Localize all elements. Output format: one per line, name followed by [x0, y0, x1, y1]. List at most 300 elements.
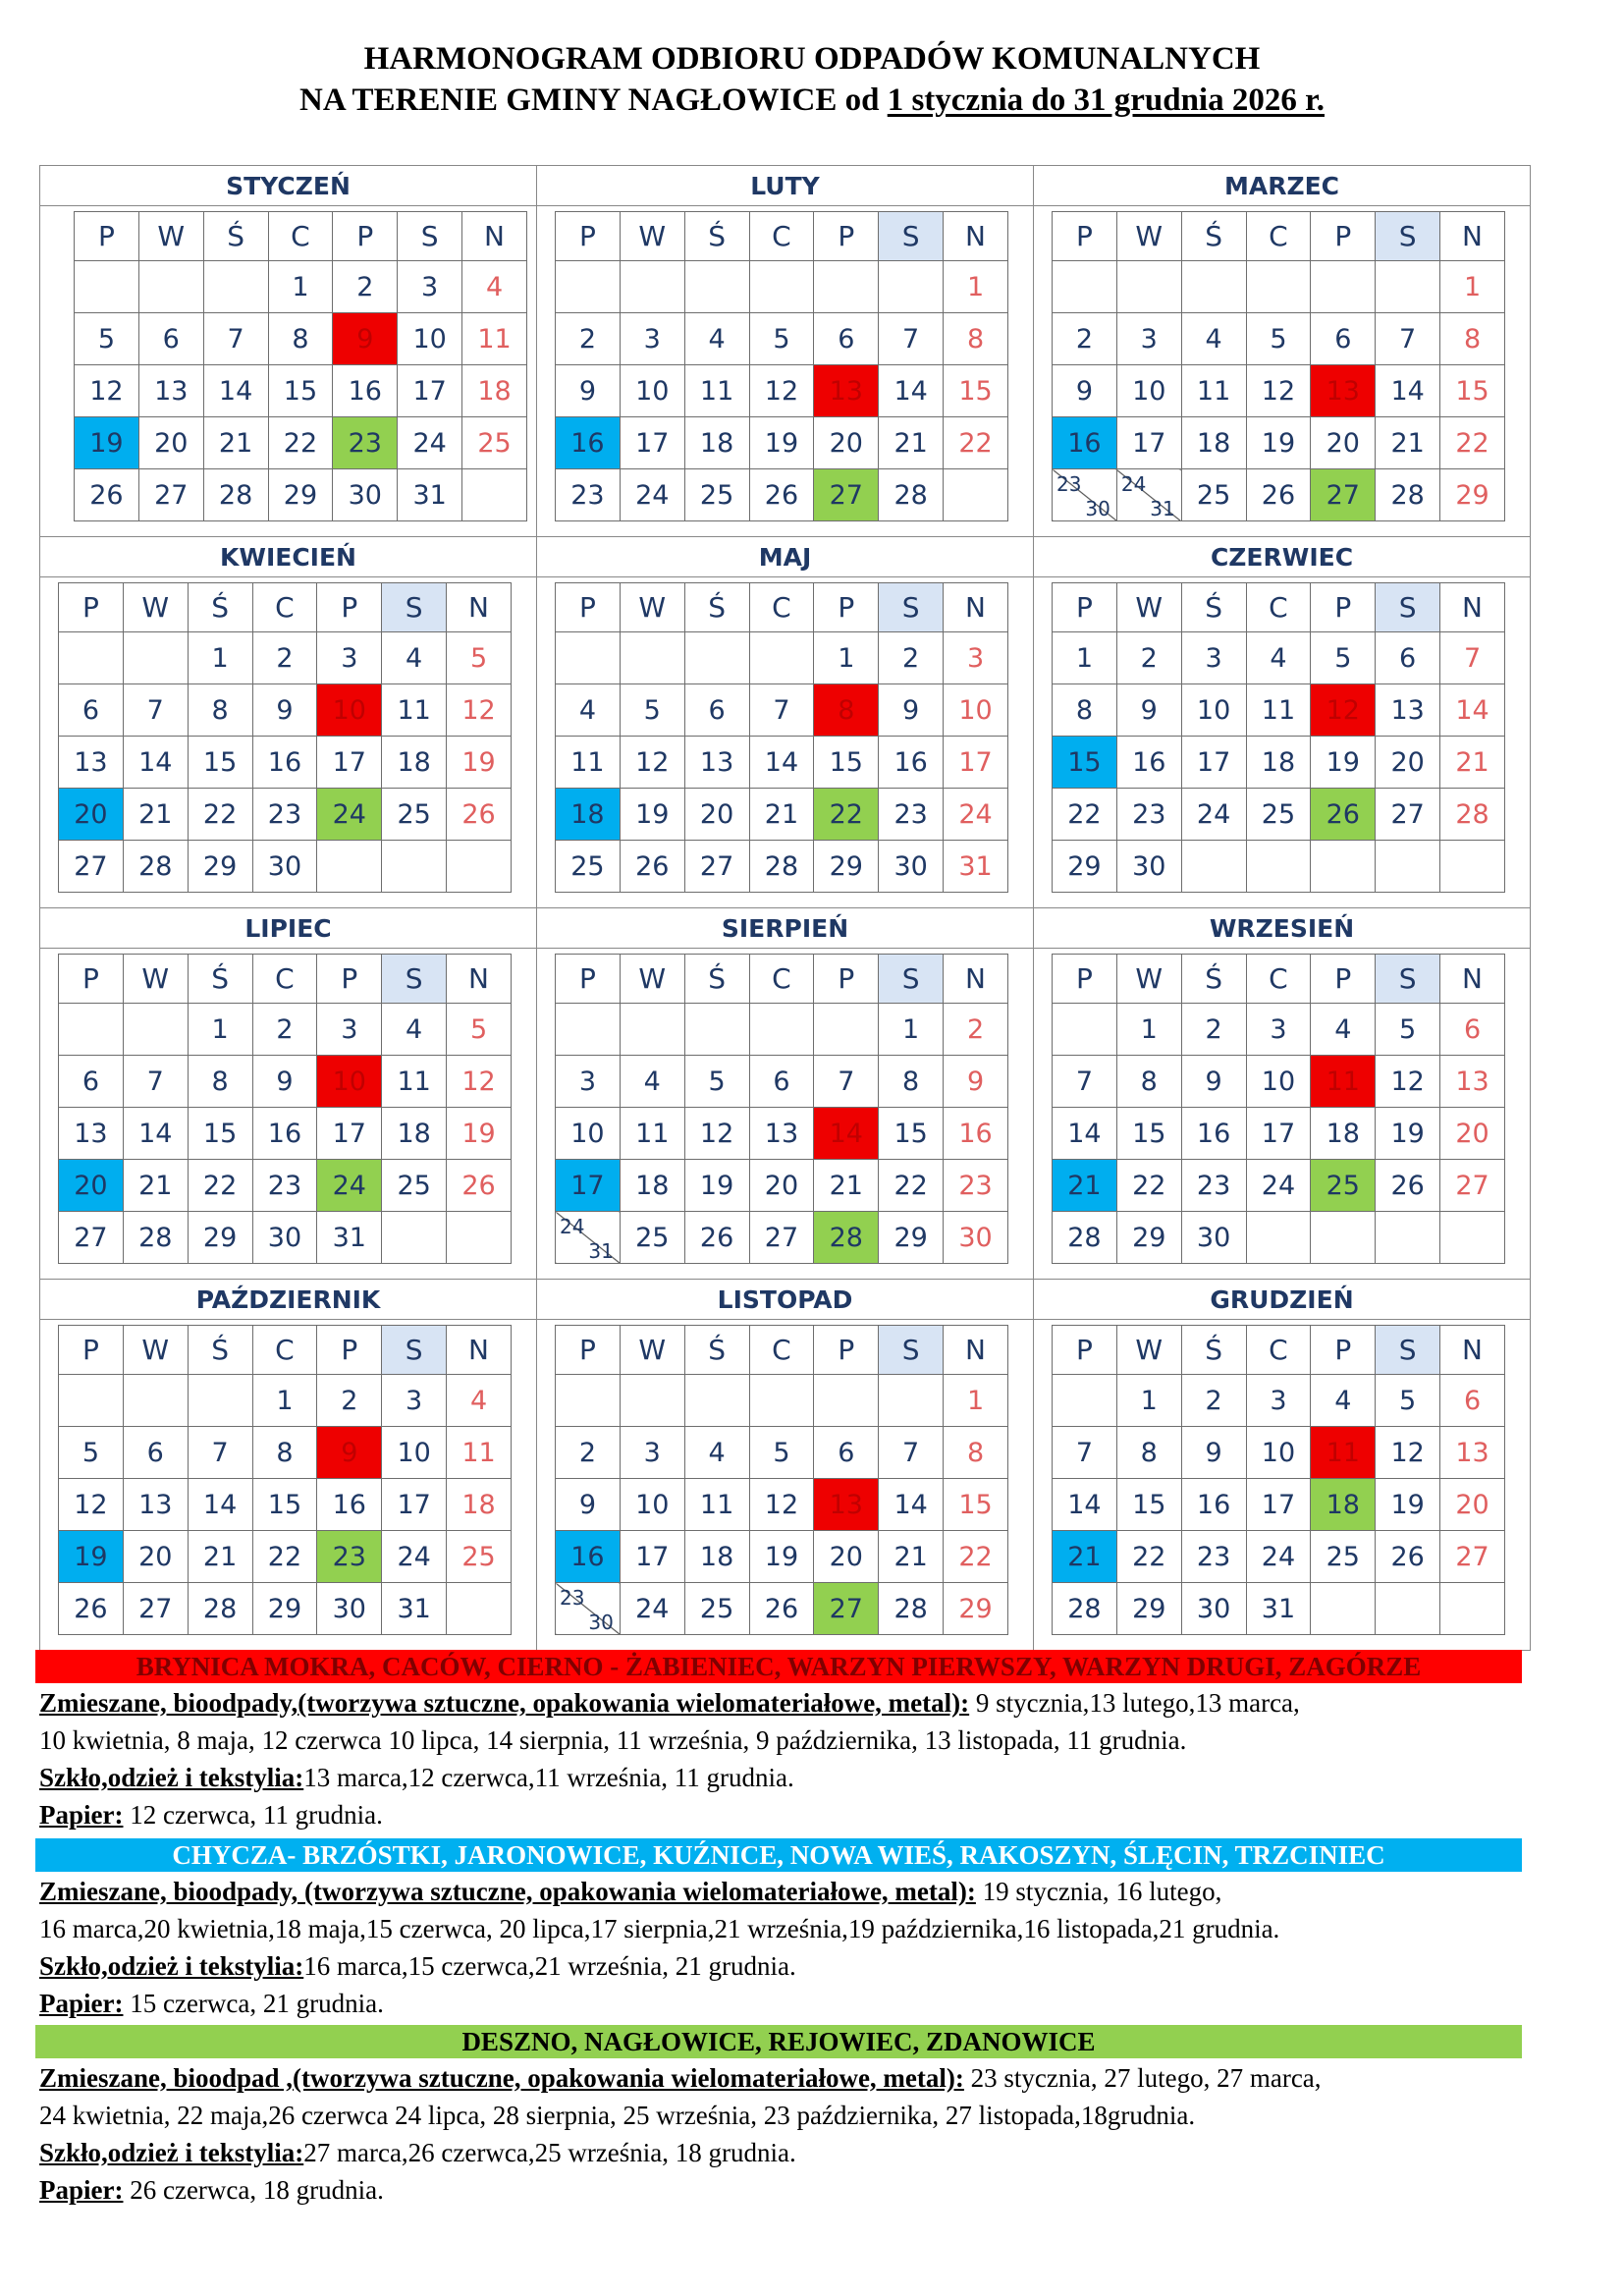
- day-cell: 4: [462, 261, 527, 313]
- zone-1-band: BRYNICA MOKRA, CACÓW, CIERNO - ŻABIENIEC, WARZYN PIERWSZY, WARZYN DRUGI, ZAGÓRZE: [35, 1650, 1522, 1683]
- day-cell: 29: [814, 841, 879, 893]
- week-row: [59, 1160, 512, 1212]
- week-row: [75, 261, 527, 313]
- day-cell: 7: [203, 313, 268, 365]
- day-cell: 25: [382, 789, 447, 841]
- day-cell: 9: [879, 684, 944, 737]
- day-cell: 8: [1440, 313, 1505, 365]
- weekday-header-row: [1053, 955, 1505, 1004]
- month-days-table: [1052, 954, 1505, 1264]
- day-cell: 29: [879, 1212, 944, 1264]
- month-name: CZERWIEC: [1034, 537, 1530, 577]
- empty-day-cell: [1376, 841, 1440, 893]
- collection-day-green: 28: [814, 1212, 879, 1264]
- day-cell: 24: [620, 469, 684, 521]
- day-cell: 27: [1440, 1531, 1505, 1583]
- week-row: [59, 841, 512, 893]
- day-cell: 4: [620, 1056, 684, 1108]
- day-cell: 11: [684, 1479, 749, 1531]
- day-cell: 13: [59, 1108, 124, 1160]
- day-cell: 5: [447, 1004, 512, 1056]
- day-cell: 12: [1246, 365, 1311, 417]
- empty-day-cell: [59, 632, 124, 684]
- weekday-header: S: [1376, 1326, 1440, 1375]
- weekday-header: W: [138, 212, 203, 261]
- collection-day-green: 24: [317, 1160, 382, 1212]
- weekday-header: P: [1311, 955, 1376, 1004]
- day-cell: 12: [749, 1479, 814, 1531]
- day-cell: 16: [1181, 1108, 1246, 1160]
- collection-day-red: 10: [317, 684, 382, 737]
- weekday-header: W: [620, 212, 684, 261]
- zone-2-mixed-dates-1: 19 stycznia, 16 lutego,: [975, 1877, 1222, 1906]
- day-cell: 30: [317, 1583, 382, 1635]
- weekday-header: C: [252, 583, 317, 632]
- weekday-header: Ś: [1181, 583, 1246, 632]
- empty-day-cell: [814, 1004, 879, 1056]
- day-cell: 20: [1311, 417, 1376, 469]
- day-cell: 15: [879, 1108, 944, 1160]
- weekday-header: Ś: [188, 955, 252, 1004]
- zone-2-mixed-line-1: [39, 1876, 1221, 1907]
- day-cell: 23: [944, 1160, 1008, 1212]
- empty-day-cell: [749, 632, 814, 684]
- day-cell: 14: [203, 365, 268, 417]
- weekday-header: C: [749, 583, 814, 632]
- zone-1-mixed-line-2: 10 kwietnia, 8 maja, 12 czerwca 10 lipca, 14 sierpnia, 11 września, 9 października, 13 listopada, 11 grudnia.: [39, 1725, 1187, 1755]
- day-cell: 18: [1246, 737, 1311, 789]
- day-cell: 15: [944, 1479, 1008, 1531]
- empty-day-cell: [382, 1212, 447, 1264]
- week-row: [59, 684, 512, 737]
- collection-day-red: 13: [814, 1479, 879, 1531]
- day-cell: 3: [620, 313, 684, 365]
- empty-day-cell: [620, 632, 684, 684]
- empty-day-cell: [684, 632, 749, 684]
- day-cell: 1: [944, 261, 1008, 313]
- month-days-table: [555, 1325, 1008, 1635]
- week-row: [59, 1583, 512, 1635]
- document-title-line2: [0, 81, 1624, 120]
- day-cell: 11: [620, 1108, 684, 1160]
- day-cell: 31: [317, 1212, 382, 1264]
- day-cell: 17: [1116, 417, 1181, 469]
- day-cell: 25: [382, 1160, 447, 1212]
- weekday-header: P: [556, 212, 621, 261]
- day-cell: [1116, 469, 1181, 521]
- week-row: [75, 417, 527, 469]
- empty-day-cell: [1376, 1212, 1440, 1264]
- collection-day-red: 9: [333, 313, 398, 365]
- month-7: [39, 907, 537, 1280]
- zone-1-mixed-line-1: [39, 1687, 1300, 1719]
- day-cell: 21: [879, 1531, 944, 1583]
- day-cell: 29: [1116, 1583, 1181, 1635]
- weekday-header: P: [814, 955, 879, 1004]
- day-cell: 22: [879, 1160, 944, 1212]
- week-row: [59, 737, 512, 789]
- day-cell: 13: [123, 1479, 188, 1531]
- collection-day-green: 26: [1311, 789, 1376, 841]
- weekday-header: P: [814, 1326, 879, 1375]
- zone-3-glass-line: [39, 2137, 796, 2168]
- week-row: [556, 1056, 1008, 1108]
- weekday-header: P: [317, 583, 382, 632]
- day-cell: 15: [814, 737, 879, 789]
- day-cell: 26: [749, 469, 814, 521]
- day-cell: 14: [188, 1479, 252, 1531]
- weekday-header: S: [1376, 212, 1440, 261]
- day-cell: 2: [556, 1427, 621, 1479]
- day-cell: 10: [620, 1479, 684, 1531]
- week-row: [556, 1479, 1008, 1531]
- collection-day-red: 12: [1311, 684, 1376, 737]
- weekday-header: N: [462, 212, 527, 261]
- weekday-header: W: [1116, 1326, 1181, 1375]
- day-cell: 31: [1246, 1583, 1311, 1635]
- collection-day-red: 13: [1311, 365, 1376, 417]
- day-cell: 6: [684, 684, 749, 737]
- empty-day-cell: [123, 1004, 188, 1056]
- weekday-header: C: [252, 955, 317, 1004]
- day-cell: 9: [556, 1479, 621, 1531]
- collection-day-blue: 21: [1053, 1160, 1117, 1212]
- week-row: [1053, 1375, 1505, 1427]
- empty-day-cell: [1116, 261, 1181, 313]
- day-cell: 6: [1376, 632, 1440, 684]
- day-cell: 7: [749, 684, 814, 737]
- day-cell: 2: [1181, 1375, 1246, 1427]
- collection-day-red: 8: [814, 684, 879, 737]
- split-day-second: 31: [588, 1239, 614, 1263]
- weekday-header: P: [814, 583, 879, 632]
- collection-day-blue: 17: [556, 1160, 621, 1212]
- day-cell: 28: [123, 1212, 188, 1264]
- week-row: [1053, 1212, 1505, 1264]
- weekday-header: W: [1116, 212, 1181, 261]
- day-cell: 24: [382, 1531, 447, 1583]
- weekday-header: N: [1440, 1326, 1505, 1375]
- week-row: [1053, 1531, 1505, 1583]
- day-cell: 17: [1246, 1108, 1311, 1160]
- month-days-table: [58, 1325, 512, 1635]
- day-cell: 2: [252, 1004, 317, 1056]
- empty-day-cell: [188, 1375, 252, 1427]
- day-cell: 1: [1116, 1004, 1181, 1056]
- collection-day-blue: 15: [1053, 737, 1117, 789]
- weekday-header: N: [944, 212, 1008, 261]
- weekday-header: W: [123, 955, 188, 1004]
- weekday-header-row: [556, 955, 1008, 1004]
- day-cell: 25: [620, 1212, 684, 1264]
- week-row: [1053, 365, 1505, 417]
- weekday-header: C: [749, 955, 814, 1004]
- empty-day-cell: [1440, 1583, 1505, 1635]
- day-cell: 14: [1053, 1108, 1117, 1160]
- day-cell: 2: [1116, 632, 1181, 684]
- week-row: [75, 469, 527, 521]
- day-cell: 14: [879, 1479, 944, 1531]
- weekday-header: Ś: [684, 955, 749, 1004]
- month-days-table: [74, 211, 527, 521]
- day-cell: 7: [123, 684, 188, 737]
- empty-day-cell: [138, 261, 203, 313]
- day-cell: 1: [188, 632, 252, 684]
- collection-day-blue: 20: [59, 789, 124, 841]
- day-cell: 7: [123, 1056, 188, 1108]
- day-cell: 21: [1376, 417, 1440, 469]
- title-date-range: 1 stycznia do 31 grudnia 2026 r.: [887, 82, 1325, 118]
- day-cell: 9: [1053, 365, 1117, 417]
- day-cell: 13: [1440, 1056, 1505, 1108]
- week-row: [556, 1531, 1008, 1583]
- week-row: [556, 841, 1008, 893]
- day-cell: 15: [1116, 1479, 1181, 1531]
- weekday-header: P: [75, 212, 139, 261]
- day-cell: 28: [1053, 1212, 1117, 1264]
- collection-day-green: 27: [814, 469, 879, 521]
- collection-day-blue: 16: [1053, 417, 1117, 469]
- day-cell: 20: [1376, 737, 1440, 789]
- day-cell: 22: [1116, 1160, 1181, 1212]
- empty-day-cell: [1053, 261, 1117, 313]
- week-row: [1053, 1056, 1505, 1108]
- day-cell: 19: [1376, 1108, 1440, 1160]
- day-cell: 11: [447, 1427, 512, 1479]
- weekday-header: C: [749, 212, 814, 261]
- week-row: [556, 365, 1008, 417]
- week-row: [556, 1108, 1008, 1160]
- weekday-header: P: [556, 955, 621, 1004]
- day-cell: 17: [317, 1108, 382, 1160]
- day-cell: 5: [75, 313, 139, 365]
- collection-day-blue: 19: [75, 417, 139, 469]
- day-cell: 22: [1116, 1531, 1181, 1583]
- day-cell: 20: [138, 417, 203, 469]
- zone-2-mixed-label: Zmieszane, bioodpady, (tworzywa sztuczne, opakowania wielomateriałowe, metal):: [39, 1877, 976, 1906]
- day-cell: 16: [1181, 1479, 1246, 1531]
- week-row: [1053, 261, 1505, 313]
- day-cell: 4: [1181, 313, 1246, 365]
- week-row: [1053, 313, 1505, 365]
- empty-day-cell: [59, 1004, 124, 1056]
- zone-1-paper-line: [39, 1799, 383, 1831]
- month-name: WRZESIEŃ: [1034, 908, 1530, 949]
- day-cell: 28: [879, 1583, 944, 1635]
- day-cell: 3: [556, 1056, 621, 1108]
- day-cell: 20: [814, 417, 879, 469]
- zone-1-paper-dates: 12 czerwca, 11 grudnia.: [123, 1800, 383, 1830]
- day-cell: 26: [75, 469, 139, 521]
- weekday-header: S: [382, 583, 447, 632]
- zone-3-mixed-line-2: 24 kwietnia, 22 maja,26 czerwca 24 lipca, 28 sierpnia, 25 września, 23 października, 27 listopada,18grudnia.: [39, 2101, 1196, 2130]
- month-days-table: [555, 211, 1008, 521]
- calendar-grid: [39, 165, 1532, 1650]
- day-cell: 17: [317, 737, 382, 789]
- day-cell: 25: [1246, 789, 1311, 841]
- day-cell: 4: [447, 1375, 512, 1427]
- day-cell: 9: [1116, 684, 1181, 737]
- weekday-header: P: [59, 583, 124, 632]
- day-cell: 29: [188, 841, 252, 893]
- day-cell: 2: [1053, 313, 1117, 365]
- day-cell: 22: [944, 1531, 1008, 1583]
- day-cell: 1: [188, 1004, 252, 1056]
- month-8: [536, 907, 1034, 1280]
- empty-day-cell: [556, 1375, 621, 1427]
- month-days-table: [1052, 211, 1505, 521]
- day-cell: 16: [333, 365, 398, 417]
- day-cell: 4: [684, 313, 749, 365]
- weekday-header: S: [382, 955, 447, 1004]
- month-days-table: [555, 954, 1008, 1264]
- empty-day-cell: [1053, 1004, 1117, 1056]
- day-cell: 22: [1053, 789, 1117, 841]
- day-cell: 13: [1440, 1427, 1505, 1479]
- month-12: [1033, 1279, 1531, 1651]
- day-cell: 9: [252, 684, 317, 737]
- day-cell: 10: [398, 313, 462, 365]
- day-cell: 13: [138, 365, 203, 417]
- zone-2-paper-label: Papier:: [39, 1989, 124, 2018]
- empty-day-cell: [879, 1375, 944, 1427]
- day-cell: 8: [1053, 684, 1117, 737]
- day-cell: 30: [1181, 1212, 1246, 1264]
- empty-day-cell: [749, 1004, 814, 1056]
- day-cell: 26: [447, 1160, 512, 1212]
- month-name: SIERPIEŃ: [537, 908, 1033, 949]
- week-row: [59, 632, 512, 684]
- day-cell: 2: [1181, 1004, 1246, 1056]
- month-5: [536, 536, 1034, 908]
- day-cell: 1: [814, 632, 879, 684]
- weekday-header: P: [556, 1326, 621, 1375]
- month-name: MAJ: [537, 537, 1033, 577]
- collection-day-green: 24: [317, 789, 382, 841]
- day-cell: 20: [684, 789, 749, 841]
- empty-day-cell: [1311, 1212, 1376, 1264]
- weekday-header: C: [1246, 212, 1311, 261]
- weekday-header: W: [1116, 583, 1181, 632]
- day-cell: 5: [1311, 632, 1376, 684]
- day-cell: 24: [944, 789, 1008, 841]
- weekday-header: N: [1440, 583, 1505, 632]
- empty-day-cell: [1246, 1212, 1311, 1264]
- weekday-header: P: [1311, 1326, 1376, 1375]
- empty-day-cell: [1311, 841, 1376, 893]
- day-cell: 30: [252, 841, 317, 893]
- weekday-header: Ś: [1181, 955, 1246, 1004]
- weekday-header: P: [556, 583, 621, 632]
- weekday-header: C: [1246, 583, 1311, 632]
- week-row: [59, 1479, 512, 1531]
- weekday-header-row: [1053, 212, 1505, 261]
- day-cell: [1053, 469, 1117, 521]
- week-row: [1053, 417, 1505, 469]
- day-cell: 27: [1376, 789, 1440, 841]
- day-cell: 8: [188, 684, 252, 737]
- day-cell: 17: [1246, 1479, 1311, 1531]
- weekday-header: N: [447, 955, 512, 1004]
- day-cell: 19: [1246, 417, 1311, 469]
- zone-3-paper-line: [39, 2174, 384, 2206]
- empty-day-cell: [447, 841, 512, 893]
- day-cell: [556, 1583, 621, 1635]
- day-cell: 5: [684, 1056, 749, 1108]
- day-cell: 25: [684, 1583, 749, 1635]
- day-cell: 18: [447, 1479, 512, 1531]
- day-cell: 29: [1053, 841, 1117, 893]
- empty-day-cell: [814, 261, 879, 313]
- day-cell: 10: [1181, 684, 1246, 737]
- day-cell: 1: [268, 261, 333, 313]
- zone-3-paper-label: Papier:: [39, 2175, 124, 2205]
- day-cell: 21: [749, 789, 814, 841]
- month-days-table: [58, 582, 512, 893]
- day-cell: 18: [462, 365, 527, 417]
- day-cell: 25: [1181, 469, 1246, 521]
- day-cell: 3: [620, 1427, 684, 1479]
- empty-day-cell: [620, 261, 684, 313]
- day-cell: 25: [447, 1531, 512, 1583]
- day-cell: 26: [1376, 1531, 1440, 1583]
- empty-day-cell: [1181, 261, 1246, 313]
- zone-2-paper-line: [39, 1988, 384, 2019]
- day-cell: 2: [252, 632, 317, 684]
- week-row: [556, 417, 1008, 469]
- day-cell: 12: [684, 1108, 749, 1160]
- day-cell: 9: [1181, 1056, 1246, 1108]
- empty-day-cell: [123, 632, 188, 684]
- day-cell: 19: [447, 737, 512, 789]
- day-cell: 30: [252, 1212, 317, 1264]
- weekday-header: Ś: [1181, 1326, 1246, 1375]
- month-9: [1033, 907, 1531, 1280]
- day-cell: 18: [382, 1108, 447, 1160]
- month-days-table: [555, 582, 1008, 893]
- weekday-header: P: [317, 1326, 382, 1375]
- day-cell: 6: [1440, 1004, 1505, 1056]
- day-cell: 3: [398, 261, 462, 313]
- weekday-header: S: [382, 1326, 447, 1375]
- zone-2-glass-line: [39, 1950, 796, 1982]
- collection-day-green: 23: [317, 1531, 382, 1583]
- day-cell: 12: [1376, 1427, 1440, 1479]
- month-days-table: [1052, 582, 1505, 893]
- day-cell: 10: [1246, 1056, 1311, 1108]
- day-cell: 28: [879, 469, 944, 521]
- weekday-header: S: [398, 212, 462, 261]
- day-cell: 2: [556, 313, 621, 365]
- week-row: [59, 1108, 512, 1160]
- weekday-header: S: [1376, 583, 1440, 632]
- day-cell: 14: [123, 737, 188, 789]
- empty-day-cell: [556, 632, 621, 684]
- day-cell: 10: [1246, 1427, 1311, 1479]
- day-cell: 4: [1311, 1375, 1376, 1427]
- day-cell: 5: [59, 1427, 124, 1479]
- week-row: [556, 1583, 1008, 1635]
- day-cell: 11: [1246, 684, 1311, 737]
- week-row: [1053, 1583, 1505, 1635]
- day-cell: 3: [317, 1004, 382, 1056]
- collection-day-red: 11: [1311, 1056, 1376, 1108]
- day-cell: 20: [1440, 1108, 1505, 1160]
- zone-2-paper-dates: 15 czerwca, 21 grudnia.: [123, 1989, 384, 2018]
- day-cell: 28: [749, 841, 814, 893]
- weekday-header: N: [944, 1326, 1008, 1375]
- weekday-header: S: [879, 212, 944, 261]
